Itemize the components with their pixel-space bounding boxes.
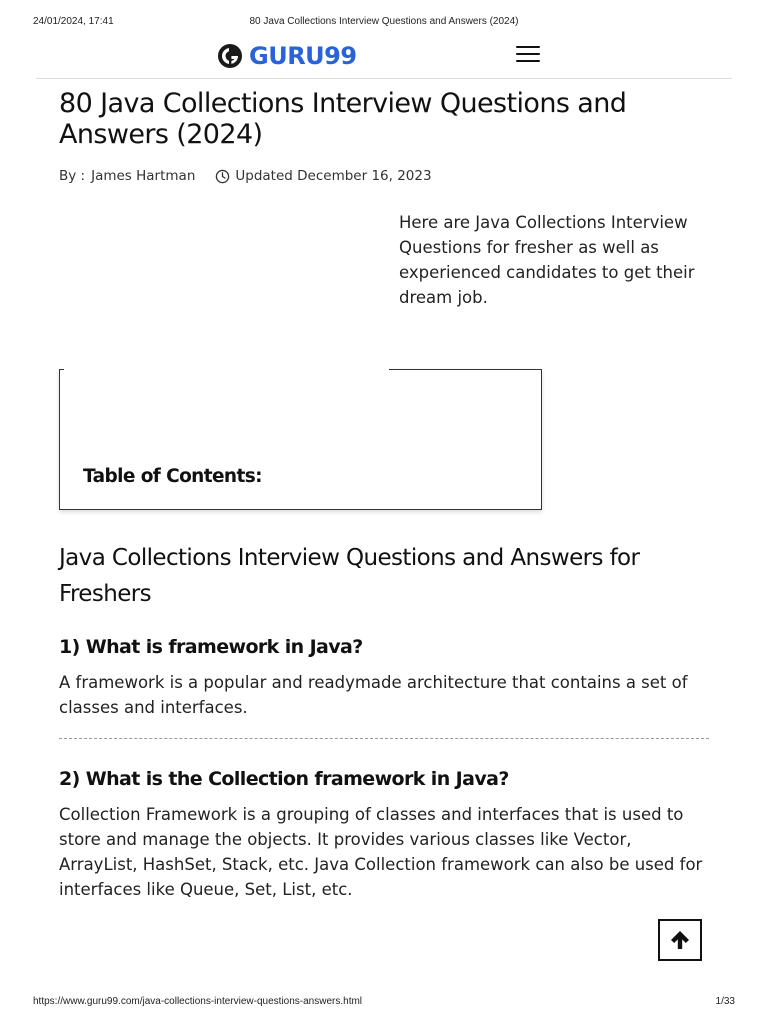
- table-of-contents[interactable]: [59, 369, 542, 510]
- guru99-logo-icon: [217, 43, 243, 69]
- updated-date: Updated December 16, 2023: [235, 168, 432, 184]
- toc-title: Table of Contents:: [83, 466, 262, 487]
- by-label: By :: [59, 168, 86, 184]
- author-link[interactable]: James Hartman: [91, 168, 196, 184]
- clock-icon: [215, 169, 230, 184]
- answer-paragraph: Collection Framework is a grouping of classes and interfaces that is used to store and manage the objects. It provides various classes like Vector, ArrayList, HashSet, Stack, etc. Java Collection framework can also be used for interfaces like Queue, Set, List, etc.: [59, 805, 703, 899]
- print-page-number: 1/33: [715, 996, 735, 1007]
- print-doc-title: 80 Java Collections Interview Questions and Answers (2024): [249, 16, 519, 27]
- site-logo[interactable]: [217, 42, 357, 70]
- arrow-up-icon: [668, 928, 692, 952]
- logo-text: GURU99: [249, 42, 357, 70]
- print-url: https://www.guru99.com/java-collections-interview-questions-answers.html: [33, 996, 363, 1007]
- print-date: 24/01/2024, 17:41: [33, 16, 114, 27]
- back-to-top-button[interactable]: [658, 919, 702, 961]
- divider: [59, 738, 709, 739]
- intro-paragraph: Here are Java Collections Interview Questions for fresher as well as experienced candidates to get their dream job.: [399, 213, 695, 307]
- site-header: [36, 38, 732, 79]
- section-title: Java Collections Interview Questions and Answers for Freshers: [59, 545, 640, 607]
- toc-border-gap: [64, 368, 389, 372]
- article-meta: [59, 168, 432, 184]
- question-heading: 1) What is framework in Java?: [59, 636, 363, 658]
- question-heading: 2) What is the Collection framework in Java?: [59, 768, 509, 790]
- article-title: 80 Java Collections Interview Questions and Answers (2024): [59, 88, 627, 150]
- hamburger-icon[interactable]: [516, 46, 540, 66]
- answer-paragraph: A framework is a popular and readymade architecture that contains a set of classes and interfaces.: [59, 673, 688, 717]
